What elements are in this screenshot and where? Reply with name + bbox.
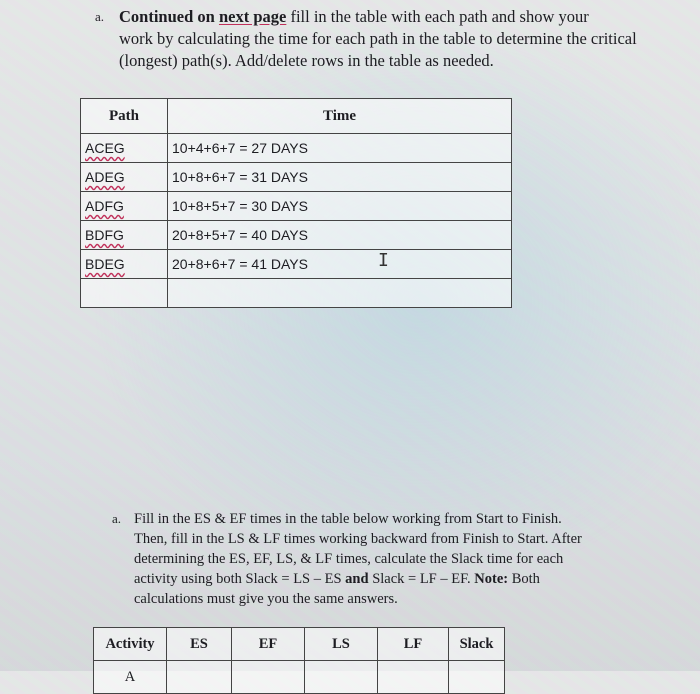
activity-cell[interactable]: A	[94, 661, 167, 694]
text-cursor-icon: I	[378, 250, 389, 271]
question-a-marker: a.	[95, 9, 105, 24]
question-b-line5: calculations must give you the same answers.	[134, 591, 398, 607]
table-row	[81, 221, 512, 250]
table-row	[81, 192, 512, 221]
question-b-line4-post: Both	[508, 571, 540, 587]
question-b-line4-pre: activity using both Slack = LS – ES	[134, 571, 346, 587]
path-cell[interactable]: BDEG	[81, 250, 168, 279]
lf-cell[interactable]	[378, 661, 449, 694]
slack-header: Slack	[449, 628, 505, 661]
question-a	[95, 6, 675, 72]
time-cell[interactable]: 10+8+6+7 = 31 DAYS	[168, 163, 512, 192]
ef-cell[interactable]	[232, 661, 305, 694]
question-a-next: next page	[218, 7, 287, 26]
time-header: Time	[168, 99, 512, 134]
path-cell[interactable]: BDFG	[81, 221, 168, 250]
path-cell[interactable]: ACEG	[81, 134, 168, 163]
time-cell[interactable]: 10+4+6+7 = 27 DAYS	[168, 134, 512, 163]
activity-header: Activity	[94, 628, 167, 661]
question-b-text	[134, 509, 642, 609]
question-b-marker: a.	[112, 511, 122, 526]
question-a-lead-rest: fill in the table with each path and show your	[286, 7, 589, 26]
ls-cell[interactable]	[305, 661, 378, 694]
question-b-line2: Then, fill in the LS & LF times working backward from Finish to Start. After	[134, 531, 582, 547]
es-cell[interactable]	[167, 661, 232, 694]
time-cell[interactable]: 10+8+5+7 = 30 DAYS	[168, 192, 512, 221]
path-cell[interactable]: ADEG	[81, 163, 168, 192]
question-a-text	[119, 6, 675, 72]
question-b-line3: determining the ES, EF, LS, & LF times, calculate the Slack time for each	[134, 551, 564, 567]
question-b	[112, 509, 642, 609]
time-cell[interactable]: 20+8+6+7 = 41 DAYS	[168, 250, 512, 279]
table-row	[94, 661, 505, 694]
activity-table	[93, 627, 505, 694]
table-row	[81, 279, 512, 308]
time-cell-empty[interactable]	[168, 279, 512, 308]
table-row	[81, 163, 512, 192]
lf-header: LF	[378, 628, 449, 661]
es-header: ES	[167, 628, 232, 661]
path-header: Path	[81, 99, 168, 134]
path-table	[80, 98, 512, 308]
question-a-line3: (longest) path(s). Add/delete rows in the table as needed.	[119, 51, 494, 70]
question-a-line2: work by calculating the time for each path in the table to determine the critical	[119, 29, 637, 48]
path-cell[interactable]: ADFG	[81, 192, 168, 221]
question-b-line1: Fill in the ES & EF times in the table below working from Start to Finish.	[134, 511, 562, 527]
ls-header: LS	[305, 628, 378, 661]
question-b-and: and	[345, 571, 369, 587]
time-cell[interactable]: 20+8+5+7 = 40 DAYS	[168, 221, 512, 250]
question-b-line4-mid: Slack = LF – EF.	[368, 571, 475, 587]
slack-cell[interactable]	[449, 661, 505, 694]
question-a-lead: Continued on	[119, 7, 215, 26]
ef-header: EF	[232, 628, 305, 661]
question-b-note: Note:	[474, 571, 509, 587]
path-cell-empty[interactable]	[81, 279, 168, 308]
table-row	[81, 250, 512, 279]
table-row	[81, 134, 512, 163]
